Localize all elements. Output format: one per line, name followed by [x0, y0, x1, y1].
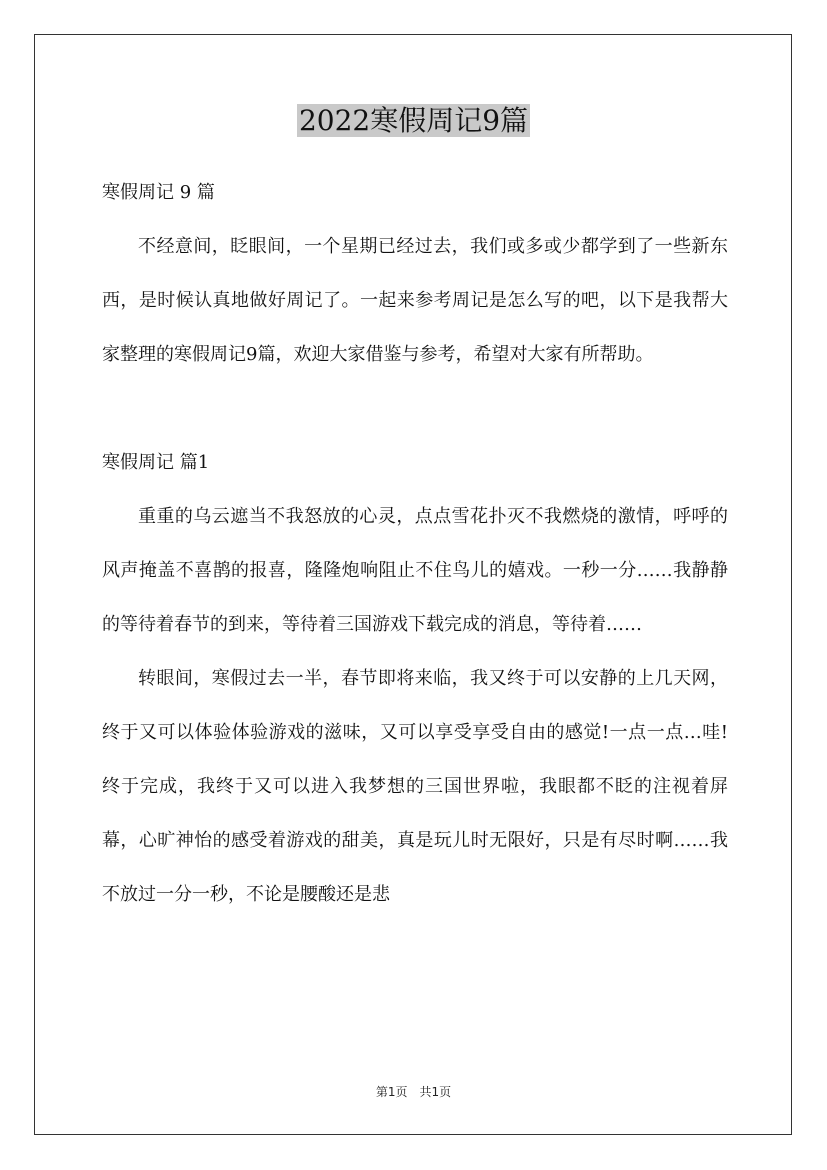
- page-footer: [0, 1083, 827, 1100]
- section1-paragraph-1: 重重的乌云遮当不我怒放的心灵，点点雪花扑灭不我燃烧的激情，呼呼的风声掩盖不喜鹊的报喜，隆隆炮响阻止不住鸟儿的嬉戏。一秒一分……我静静的等待着春节的到来，等待着三国游戏下载完成的消息，等待着……: [102, 506, 728, 635]
- page-total: 共1页: [419, 1085, 452, 1099]
- section1-heading: 寒假周记 篇1: [102, 452, 210, 473]
- section1-paragraph-2: 转眼间，寒假过去一半，春节即将来临，我又终于可以安静的上几天网，终于又可以体验体验游戏的滋味，又可以享受享受自由的感觉!一点一点…哇!终于完成，我终于又可以进入我梦想的三国世界啦，我眼都不眨的注视着屏幕，心旷神怡的感受着游戏的甜美，真是玩儿时无限好，只是有尽时啊……我不放过一分一秒，不论是腰酸还是悲: [102, 668, 728, 905]
- document-title: [0, 101, 827, 141]
- document-body: [102, 166, 728, 922]
- intro-paragraph: 不经意间，眨眼间，一个星期已经过去，我们或多或少都学到了一些新东西，是时候认真地做好周记了。一起来参考周记是怎么写的吧，以下是我帮大家整理的寒假周记9篇，欢迎大家借鉴与参考，希望对大家有所帮助。: [102, 236, 728, 365]
- page-number: 第1页: [375, 1085, 408, 1099]
- document-title-text: 2022寒假周记9篇: [298, 104, 529, 137]
- intro-heading: 寒假周记 9 篇: [102, 182, 215, 203]
- section-spacer: [102, 382, 728, 436]
